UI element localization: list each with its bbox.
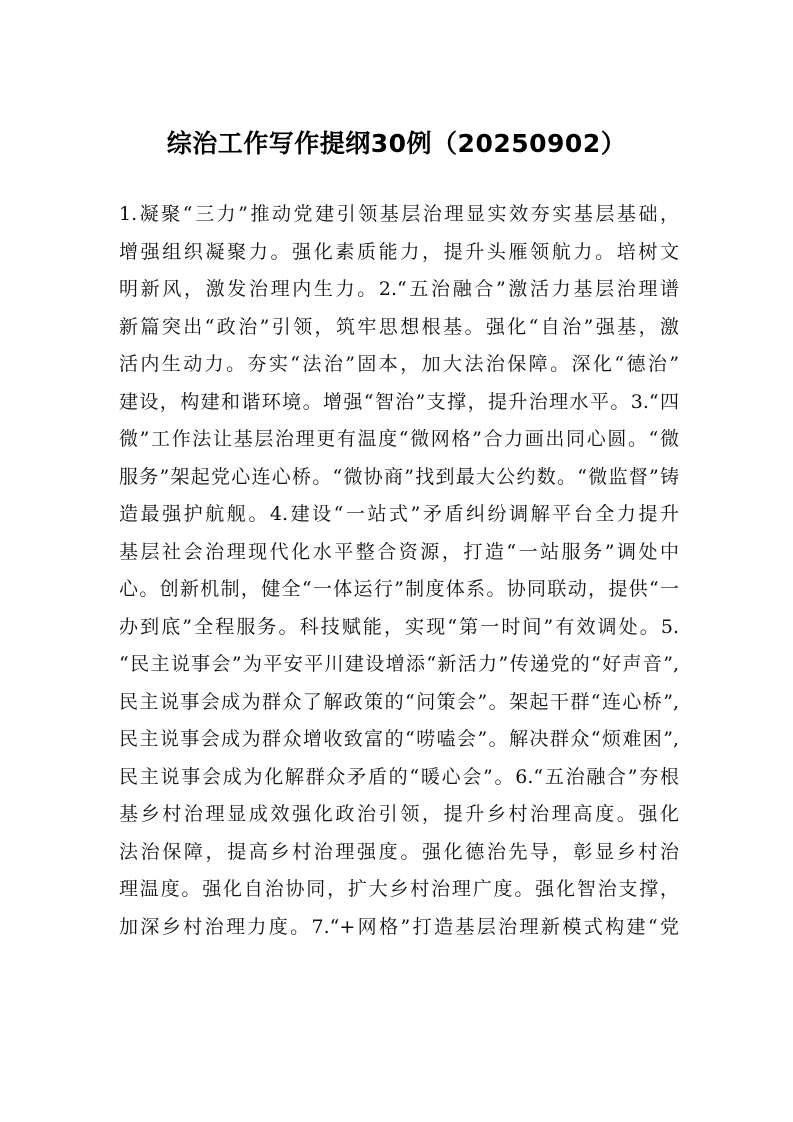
body-line: 理温度。强化自治协同，扩大乡村治理广度。强化智治支撑， (119, 878, 679, 900)
body-line: 心。创新机制，健全“一体运行”制度体系。协同联动，提供“一 (119, 578, 679, 600)
body-line: 法治保障，提高乡村治理强度。强化德治先导，彰显乡村治 (119, 840, 679, 863)
body-line: 活内生动力。夯实“法治”固本，加大法治保障。深化“德治” (119, 353, 679, 375)
body-line: 新篇突出“政治”引领，筑牢思想根基。强化“自治”强基，激 (119, 315, 679, 338)
body-line: 民主说事会成为群众了解政策的“问策会”。架起干群“连心桥”, (119, 690, 679, 713)
document-title: 综治工作写作提纲30例（20250902） (166, 129, 627, 158)
body-line: 服务”架起党心连心桥。“微协商”找到最大公约数。“微监督”铸 (119, 465, 679, 488)
body-line: 1.凝聚“三力”推动党建引领基层治理显实效夯实基层基础， (119, 203, 679, 225)
body-line: 造最强护航舰。4.建设“一站式”矛盾纠纷调解平台全力提升 (119, 503, 679, 525)
body-line: 增强组织凝聚力。强化素质能力，提升头雁领航力。培树文 (119, 240, 679, 263)
body-line: 建设，构建和谐环境。增强“智治”支撑，提升治理水平。3.“四 (119, 390, 679, 413)
body-line: 基乡村治理显成效强化政治引领，提升乡村治理高度。强化 (119, 803, 679, 825)
document-body (119, 196, 679, 946)
body-line: 民主说事会成为化解群众矛盾的“暖心会”。6.“五治融合”夯根 (119, 765, 679, 788)
body-line: 微”工作法让基层治理更有温度“微网格”合力画出同心圆。“微 (119, 428, 679, 450)
body-line: “民主说事会”为平安平川建设增添“新活力”传递党的“好声音”, (119, 653, 679, 675)
body-line: 民主说事会成为群众增收致富的“唠嗑会”。解决群众“烦难困”, (119, 728, 679, 750)
body-line: 基层社会治理现代化水平整合资源，打造“一站服务”调处中 (119, 540, 679, 563)
body-line: 加深乡村治理力度。7.“+网格”打造基层治理新模式构建“党 (119, 915, 679, 938)
body-line: 明新风，激发治理内生力。2.“五治融合”激活力基层治理谱 (119, 278, 679, 300)
body-line: 办到底”全程服务。科技赋能，实现“第一时间”有效调处。5. (119, 615, 679, 638)
